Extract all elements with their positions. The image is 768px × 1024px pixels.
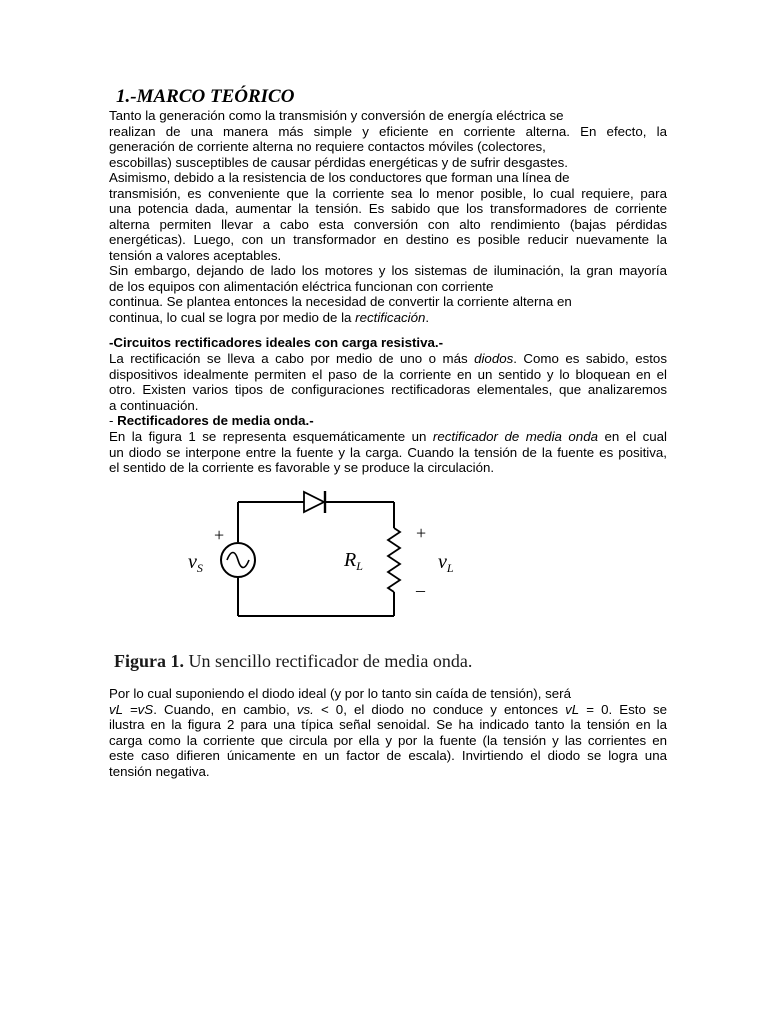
text-line: escobillas) susceptibles de causar pérdidas energéticas y de sufrir desgastes.	[109, 154, 568, 170]
text-run: continua, lo cual se logra por medio de la	[109, 309, 352, 325]
emphasis: rectificador de media onda	[432, 429, 598, 444]
text-line: tensión negativa.	[109, 763, 210, 779]
subheading-circuitos: -Circuitos rectificadores ideales con carga resistiva.-	[109, 335, 444, 350]
resistor-label-r: R	[344, 549, 357, 571]
text-line: realizan de una manera más simple y eficiente en corriente alterna. En efecto, la	[109, 123, 667, 139]
intro-paragraph	[109, 108, 667, 325]
caption-text: Un sencillo rectificador de media onda.	[188, 651, 473, 671]
emphasis: vL =vS	[109, 701, 154, 717]
text-line: Sin embargo, dejando de lado los motores y los sistemas de iluminación, la gran mayoría	[109, 263, 667, 278]
text-line: otro. Existen varios tipos de configuraciones rectificadoras elementales, que analizaremos	[109, 382, 667, 397]
text-run: < 0, el diodo no conduce y entonces	[320, 701, 558, 717]
resistor-icon	[388, 528, 400, 592]
load-voltage-v: v	[438, 551, 447, 573]
resistor-label-sub: L	[356, 559, 363, 573]
circuit-figure	[188, 484, 460, 622]
text-line	[109, 429, 667, 445]
half-wave-circuit-diagram	[188, 484, 460, 622]
resistor-label	[343, 549, 363, 573]
text-line: el sentido de la corriente es favorable y se produce la circulación.	[109, 460, 495, 475]
source-voltage-sub: S	[196, 561, 203, 575]
text-run: . Como es sabido, estos	[513, 351, 667, 366]
text-line: ilustra en la figura 2 para una típica señal senoidal. Se ha indicado tanto la tensión en la	[109, 717, 667, 732]
subheading-media-onda	[109, 413, 667, 429]
text-line	[109, 310, 667, 326]
text-line: un diodo se interpone entre la fuente y la carga. Cuando la tensión de la fuente es positiva,	[109, 444, 667, 460]
source-plus-label: +	[214, 525, 225, 545]
text-line: alterna permiten llevar a cabo esta conversión con alto rendimiento (bajas pérdidas	[109, 216, 667, 232]
text-line: energéticas). Luego, con un transformador en destino es posible reducir nuevamente la	[109, 232, 667, 247]
half-wave-paragraph	[109, 429, 667, 476]
text-run: .	[425, 309, 430, 325]
heading-prefix: -	[109, 413, 118, 428]
rectification-paragraph	[109, 351, 667, 413]
heading-text: Rectificadores de media onda.-	[117, 413, 314, 428]
text-line: Por lo cual suponiendo el diodo ideal (y por lo tanto sin caída de tensión), será	[109, 686, 571, 701]
figure-caption	[114, 650, 472, 672]
text-run: La rectificación se lleva a cabo por medio de uno o más	[109, 351, 468, 366]
text-run: = 0. Esto se	[586, 701, 667, 717]
text-line: continua. Se plantea entonces la necesidad de convertir la corriente alterna en	[109, 294, 572, 309]
diode-icon	[304, 491, 325, 513]
text-line: tensión a valores aceptables.	[109, 247, 282, 263]
ideal-diode-paragraph	[109, 686, 667, 779]
text-run: En la figura 1 se representa esquemáticamente un	[109, 429, 427, 444]
text-line: dispositivos idealmente permiten el paso de la corriente en un sentido y lo bloquean en el	[109, 366, 667, 382]
emphasis: diodos	[474, 351, 514, 366]
text-line: generación de corriente alterna no requiere contactos móviles (colectores,	[109, 139, 546, 154]
load-voltage-label	[438, 551, 454, 575]
text-line: a continuación.	[109, 397, 199, 413]
text-line: este caso difieren únicamente en un factor de escala). Invirtiendo el diodo se logra una	[109, 748, 667, 763]
emphasis: rectificación	[355, 309, 426, 325]
text-line: Tanto la generación como la transmisión y conversión de energía eléctrica se	[109, 108, 564, 123]
load-plus-label: +	[416, 523, 427, 543]
load-minus-label: –	[416, 580, 425, 600]
source-voltage-v: v	[188, 551, 197, 573]
sine-wave-icon	[227, 553, 249, 568]
load-voltage-sub: L	[446, 561, 454, 575]
text-line: transmisión, es conveniente que la corriente sea lo menor posible, lo cual requiere, para	[109, 185, 667, 201]
text-line	[109, 351, 667, 367]
section-title: 1.-MARCO TEÓRICO	[116, 86, 295, 107]
text-line: carga como la corriente que circula por ella y por la fuente (la tensión y las corrientes en	[109, 732, 667, 748]
caption-label: Figura 1.	[114, 651, 184, 671]
text-line	[109, 702, 667, 718]
text-line: de los equipos con alimentación eléctrica funcionan con corriente	[109, 278, 494, 294]
emphasis: vL	[565, 701, 580, 717]
emphasis: vs.	[296, 701, 314, 717]
source-voltage-label	[188, 551, 203, 575]
text-run: en el cual	[604, 429, 668, 444]
text-line: Asimismo, debido a la resistencia de los conductores que forman una línea de	[109, 170, 570, 185]
text-run: . Cuando, en cambio,	[153, 701, 290, 717]
text-line: una potencia dada, aumentar la tensión. Es sabido que los transformadores de corriente	[109, 201, 667, 216]
